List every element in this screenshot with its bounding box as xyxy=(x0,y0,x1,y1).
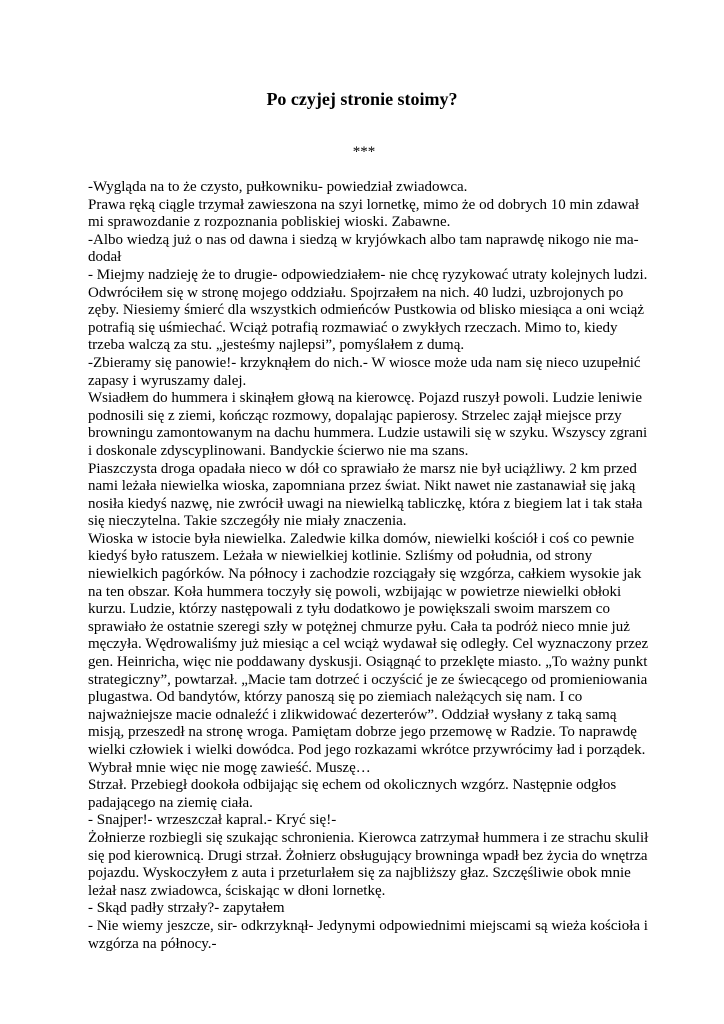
text-line: trzeba walczą za stu. „jesteśmy najlepsi”, pomyślałem z dumą. xyxy=(88,337,465,354)
section-separator: *** xyxy=(352,144,376,160)
text-line: Żołnierze rozbiegli się szukając schronienia. Kierowca zatrzymał hummera i ze strachu skulił xyxy=(88,829,649,846)
text-line: - Snajper!- wrzeszczał kapral.- Kryć się!- xyxy=(88,812,337,829)
text-line: browningu zamontowanym na dachu hummera. Ludzie ustawili się w szyku. Wszyscy zgrani xyxy=(88,425,648,442)
text-line: -Albo wiedzą już o nas od dawna i siedzą w kryjówkach albo tam naprawdę nikogo nie ma- xyxy=(88,231,639,248)
text-line: gen. Heinricha, więc nie poddawany dyskusji. Osiągnąć to przeklęte miasto. „To ważny punkt xyxy=(88,654,648,671)
page-title: Po czyjej stronie stoimy? xyxy=(266,89,458,109)
text-line: zęby. Niesiemy śmierć dla wszystkich odmieńców Pustkowia od blisko miesiąca a oni wciąż xyxy=(88,302,644,319)
text-line: Wybrał mnie więc nie mogę zawieść. Muszę… xyxy=(88,759,371,776)
text-line: Wsiadłem do hummera i skinąłem głową na kierowcę. Pojazd ruszył powoli. Ludzie leniwie xyxy=(88,390,643,407)
text-line: misją, przeszedł na stronę wroga. Pamiętam dobrze jego przemowę w Radzie. To naprawdę xyxy=(88,724,637,741)
text-line: na ten obszar. Koła hummera toczyły się powoli, wzbijając w powietrze niewielki obłoki xyxy=(88,583,622,600)
text-line: padającego na ziemię ciała. xyxy=(88,794,253,811)
text-line: się pod kierownicą. Drugi strzał. Żołnierz obsługujący browninga wpadł bez życia do wnętrza xyxy=(88,847,648,864)
text-line: plugastwa. Od bandytów, którzy panoszą się po ziemiach należących się nam. I co xyxy=(88,689,583,706)
text-line: potrafią się uśmiechać. Wciąż potrafią rozmawiać o zwykłych rzeczach. Mimo to, kiedy xyxy=(88,319,618,336)
text-line: zapasy i wyruszamy dalej. xyxy=(88,372,247,389)
text-line: najważniejsze macie odnaleźć i zlikwidować dezerterów”. Oddział wysłany z taką samą xyxy=(88,706,617,723)
text-line: Wioska w istocie była niewielka. Zaledwie kilka domów, niewielki kościół i coś co pewnie xyxy=(88,530,635,547)
text-line: -Wygląda na to że czysto, pułkowniku- powiedział zwiadowca. xyxy=(88,179,468,195)
text-line: męczyła. Wędrowaliśmy już miesiąc a cel wciąż wydawał się odległy. Cel wyznaczony przez xyxy=(88,636,649,653)
text-line: wielki człowiek i wielki dowódca. Pod jego rozkazami wkrótce przywrócimy ład i porządek. xyxy=(88,742,646,758)
text-line: strategiczny”, powtarzał. „Macie tam dotrzeć i oczyścić je ze świecącego od promieniowania xyxy=(88,671,648,688)
text-line: nosiła kiedyś nazwę, nie zwrócił uwagi na niewielką tabliczkę, która z biegiem lat i tak stała xyxy=(88,495,643,512)
text-line: i doskonale zdyscyplinowani. Bandyckie ścierwo nie ma szans. xyxy=(88,442,469,459)
text-line: - Skąd padły strzały?- zapytałem xyxy=(88,900,285,917)
text-line: - Nie wiemy jeszcze, sir- odkrzyknął- Jedynymi odpowiednimi miejscami są wieża kościoła i xyxy=(88,917,648,934)
text-line: mi sprawozdanie z rozpoznania pobliskiej wioski. Zabawne. xyxy=(88,214,451,231)
text-line: leżał nasz zwiadowca, ściskając w dłoni lornetkę. xyxy=(88,882,386,899)
text-line: Piaszczysta droga opadała nieco w dół co sprawiało że marsz nie był uciążliwy. 2 km przed xyxy=(88,460,637,477)
text-line: podnosili się z ziemi, kończąc rozmowy, dopalając papierosy. Strzelec zajął miejsce przy xyxy=(88,407,622,424)
text-line: Prawa ręką ciągle trzymał zawieszona na szyi lornetkę, mimo że od dobrych 10 min zdawał xyxy=(88,196,640,213)
text-line: kiedyś było ratuszem. Leżała w niewielkiej kotlinie. Szliśmy od południa, od strony xyxy=(88,548,593,565)
text-line: niewielkich pagórków. Na północy i zachodzie rozciągały się wzgórza, całkiem wysokie jak xyxy=(88,566,642,583)
text-line: - Miejmy nadzieję że to drugie- odpowiedziałem- nie chcę ryzykować utraty kolejnych ludzi. xyxy=(88,266,648,283)
text-line: Odwróciłem się w stronę mojego oddziału. Spojrzałem na nich. 40 ludzi, uzbrojonych po xyxy=(88,284,624,301)
text-line: wzgórza na północy.- xyxy=(88,935,217,952)
story-text xyxy=(88,179,648,953)
text-line: nami leżała niewielka wioska, zapomniana przez świat. Nikt nawet nie zastanawiał się jaką xyxy=(88,478,636,495)
text-line: się nieczytelna. Takie szczegóły nie miały znaczenia. xyxy=(88,513,407,530)
text-line: Strzał. Przebiegł dookoła odbijając się echem od okolicznych wzgórz. Następnie odgłos xyxy=(88,777,617,794)
text-line: -Zbieramy się panowie!- krzyknąłem do nich.- W wiosce może uda nam się nieco uzupełnić xyxy=(88,354,641,371)
text-line: pojazdu. Wyskoczyłem z auta i przeturlałem się za najbliższy głaz. Szczęśliwie obok mnie xyxy=(88,865,631,882)
text-line: sprawiało że ostatnie szeregi szły w potężnej chmurze pyłu. Cała ta podróż nieco mnie już xyxy=(88,618,630,635)
text-line: kurzu. Ludzie, którzy następowali z tyłu dodatkowo je powiększali swoim marszem co xyxy=(88,601,610,618)
text-line: dodał xyxy=(88,249,122,266)
